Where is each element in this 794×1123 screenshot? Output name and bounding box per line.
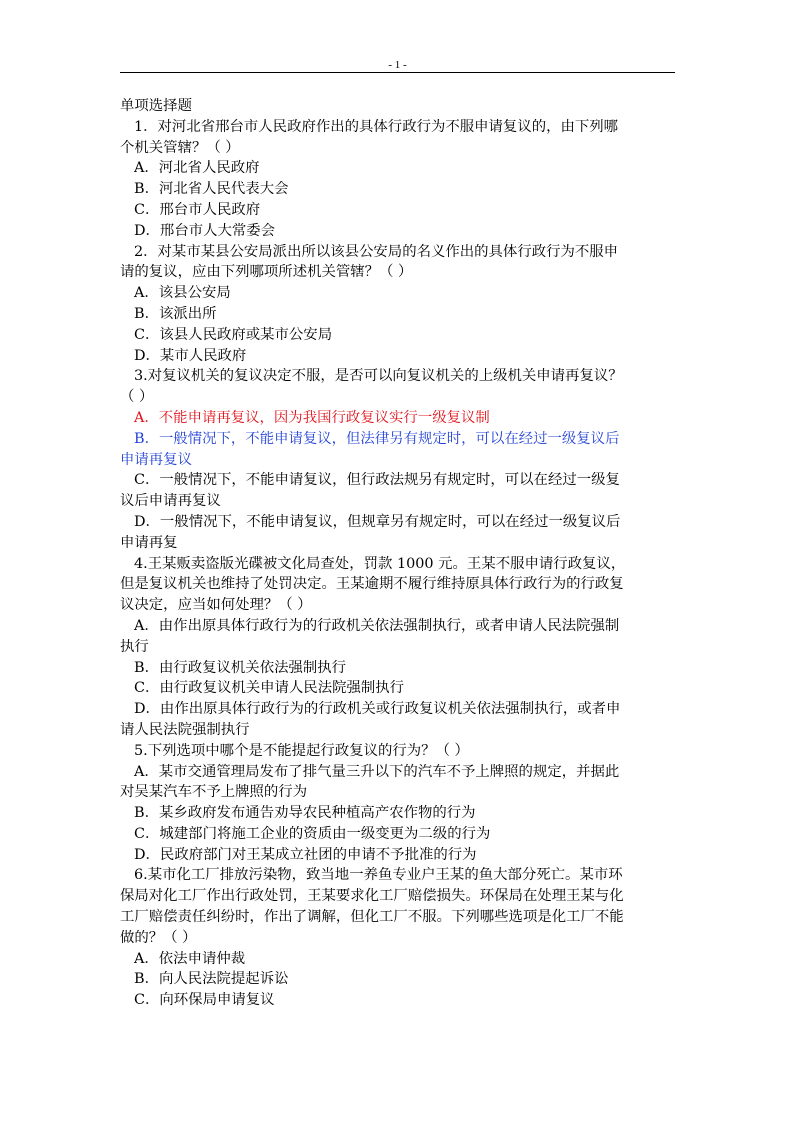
question-3-stem-line-2: （ ） <box>120 389 154 406</box>
question-2-stem-line-1: 2．对某市某县公安局派出所以该县公安局的名义作出的具体行政行为不服申 <box>134 243 619 260</box>
question-6-option-b: B．向人民法院提起诉讼 <box>134 971 289 988</box>
section-title: 单项选择题 <box>120 98 192 114</box>
question-4-option-a-line-1: A．由作出原具体行政行为的行政机关依法强制执行，或者申请人民法院强制 <box>134 617 620 634</box>
question-5-option-a-line-2: 对吴某汽车不予上牌照的行为 <box>120 784 308 801</box>
question-4-stem-line-1: 4.王某贩卖盗版光碟被文化局查处，罚款 1000 元。王某不服申请行政复议， <box>134 555 626 572</box>
question-2-option-d: D．某市人民政府 <box>134 347 247 364</box>
question-3-option-b-line-2: 申请再复议 <box>120 451 192 468</box>
question-4-stem-line-2: 但是复议机关也维持了处罚决定。王某逾期不履行维持原具体行政行为的行政复 <box>120 576 624 593</box>
question-4-option-a-line-2: 执行 <box>120 638 149 655</box>
header-divider <box>120 72 675 73</box>
question-4-option-b: B．由行政复议机关依法强制执行 <box>134 659 347 676</box>
question-2-option-a: A．该县公安局 <box>134 285 231 302</box>
question-3-stem-line-1: 3.对复议机关的复议决定不服，是否可以向复议机关的上级机关申请再复议？ <box>134 368 623 385</box>
question-4-stem-line-3: 议决定，应当如何处理？（ ） <box>120 597 312 614</box>
question-1-stem-line-1: 1．对河北省邢台市人民政府作出的具体行政行为不服申请复议的，由下列哪 <box>134 118 619 135</box>
question-3-option-d-line-1: D．一般情况下，不能申请复议，但规章另有规定时，可以在经过一级复议后 <box>134 513 621 530</box>
question-5-option-a-line-1: A．某市交通管理局发布了排气量三升以下的汽车不予上牌照的规定，并据此 <box>134 763 620 780</box>
question-1-option-d: D．邢台市人大常委会 <box>134 222 276 239</box>
question-6-option-a: A．依法申请仲裁 <box>134 950 246 967</box>
question-1-option-c: C．邢台市人民政府 <box>134 201 261 218</box>
question-1-option-a: A．河北省人民政府 <box>134 160 260 177</box>
question-1-stem-line-2: 个机关管辖？（ ） <box>120 139 240 156</box>
question-2-stem-line-2: 请的复议，应由下列哪项所述机关管辖？（ ） <box>120 264 413 281</box>
question-3-option-d-line-2: 申请再复 <box>120 534 178 551</box>
question-4-option-d-line-1: D．由作出原具体行政行为的行政机关或行政复议机关依法强制执行，或者申 <box>134 701 621 718</box>
question-3-option-a: A．不能申请再复议，因为我国行政复议实行一级复议制 <box>134 409 490 426</box>
question-6-stem-line-1: 6.某市化工厂排放污染物，致当地一养鱼专业户王某的鱼大部分死亡。某市环 <box>134 867 623 884</box>
question-2-option-c: C．该县人民政府或某市公安局 <box>134 326 333 343</box>
question-3-option-c-line-2: 议后申请再复议 <box>120 493 221 510</box>
question-5-stem: 5.下列选项中哪个是不能提起行政复议的行为？（ ） <box>134 742 469 759</box>
question-3-option-b-line-1: B．一般情况下，不能申请复议，但法律另有规定时，可以在经过一级复议后 <box>134 430 620 447</box>
question-6-option-c: C．向环保局申请复议 <box>134 992 275 1009</box>
question-4-option-d-line-2: 请人民法院强制执行 <box>120 721 250 738</box>
question-5-option-c: C．城建部门将施工企业的资质由一级变更为二级的行为 <box>134 825 491 842</box>
document-body <box>120 96 680 1011</box>
question-2-option-b: B．该派出所 <box>134 305 217 322</box>
page-number: - 1 - <box>388 59 407 71</box>
question-6-stem-line-3: 工厂赔偿责任纠纷时，作出了调解，但化工厂不服。下列哪些选项是化工厂不能 <box>120 909 624 926</box>
question-5-option-d: D．民政府部门对王某成立社团的申请不予批准的行为 <box>134 846 477 863</box>
question-3-option-c-line-1: C．一般情况下，不能申请复议，但行政法规另有规定时，可以在经过一级复 <box>134 472 620 489</box>
question-6-stem-line-2: 保局对化工厂作出行政处罚，王某要求化工厂赔偿损失。环保局在处理王某与化 <box>120 888 624 905</box>
question-5-option-b: B．某乡政府发布通告劝导农民种植高产农作物的行为 <box>134 805 476 822</box>
question-6-stem-line-4: 做的？（ ） <box>120 929 197 946</box>
question-1-option-b: B．河北省人民代表大会 <box>134 181 289 198</box>
question-4-option-c: C．由行政复议机关申请人民法院强制执行 <box>134 680 405 697</box>
